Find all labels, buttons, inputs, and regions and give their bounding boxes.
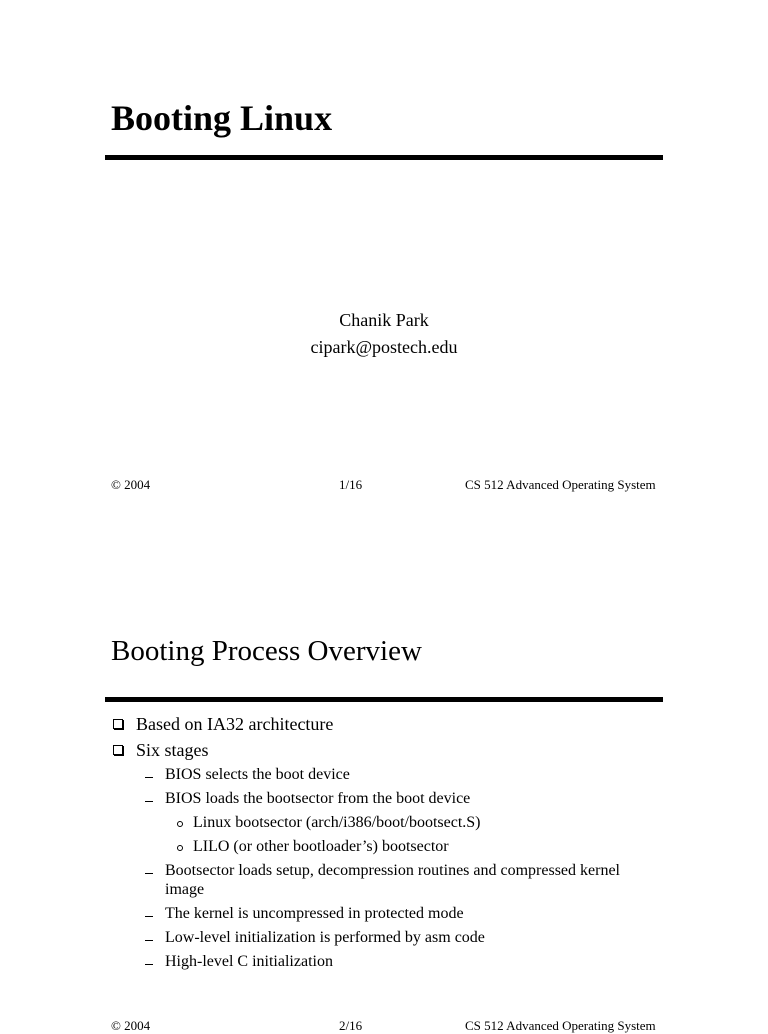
square-bullet-icon bbox=[113, 719, 123, 729]
list-item: High-level C initialization bbox=[165, 953, 333, 970]
author-name: Chanik Park bbox=[339, 310, 429, 330]
list-item: BIOS loads the bootsector from the boot device bbox=[165, 790, 471, 807]
dash-bullet-icon bbox=[145, 777, 153, 778]
footer-course: CS 512 Advanced Operating System bbox=[465, 477, 656, 492]
footer-course: CS 512 Advanced Operating System bbox=[465, 1018, 656, 1033]
title-divider bbox=[105, 155, 663, 160]
circle-bullet-icon bbox=[177, 845, 183, 851]
author-block bbox=[0, 307, 768, 361]
dash-bullet-icon bbox=[145, 801, 153, 802]
list-item: BIOS selects the boot device bbox=[165, 766, 350, 783]
dash-bullet-icon bbox=[145, 916, 153, 917]
list-item: The kernel is uncompressed in protected mode bbox=[165, 905, 464, 922]
list-item: LILO (or other bootloader’s) bootsector bbox=[193, 838, 449, 855]
dash-bullet-icon bbox=[145, 873, 153, 874]
list-item: Based on IA32 architecture bbox=[136, 714, 334, 734]
author-email: cipark@postech.edu bbox=[310, 337, 458, 357]
dash-bullet-icon bbox=[145, 940, 153, 941]
list-item: Linux bootsector (arch/i386/boot/bootsect.S) bbox=[193, 814, 481, 831]
bullet-list bbox=[0, 512, 768, 1024]
list-item: Six stages bbox=[136, 740, 209, 760]
slide-title: Booting Process Overview bbox=[111, 635, 422, 667]
circle-bullet-icon bbox=[177, 821, 183, 827]
dash-bullet-icon bbox=[145, 964, 153, 965]
square-bullet-icon bbox=[113, 745, 123, 755]
list-item: Low-level initialization is performed by asm code bbox=[165, 929, 485, 946]
footer-page-number: 2/16 bbox=[339, 1018, 363, 1033]
slide-2 bbox=[0, 512, 768, 1033]
footer-page-number: 1/16 bbox=[339, 477, 363, 492]
slide-title: Booting Linux bbox=[111, 98, 333, 138]
footer-copyright: © 2004 bbox=[111, 477, 151, 492]
list-item: Bootsector loads setup, decompression routines and compressed kernel image bbox=[165, 862, 620, 898]
slide-1 bbox=[0, 0, 768, 512]
footer-copyright: © 2004 bbox=[111, 1018, 151, 1033]
